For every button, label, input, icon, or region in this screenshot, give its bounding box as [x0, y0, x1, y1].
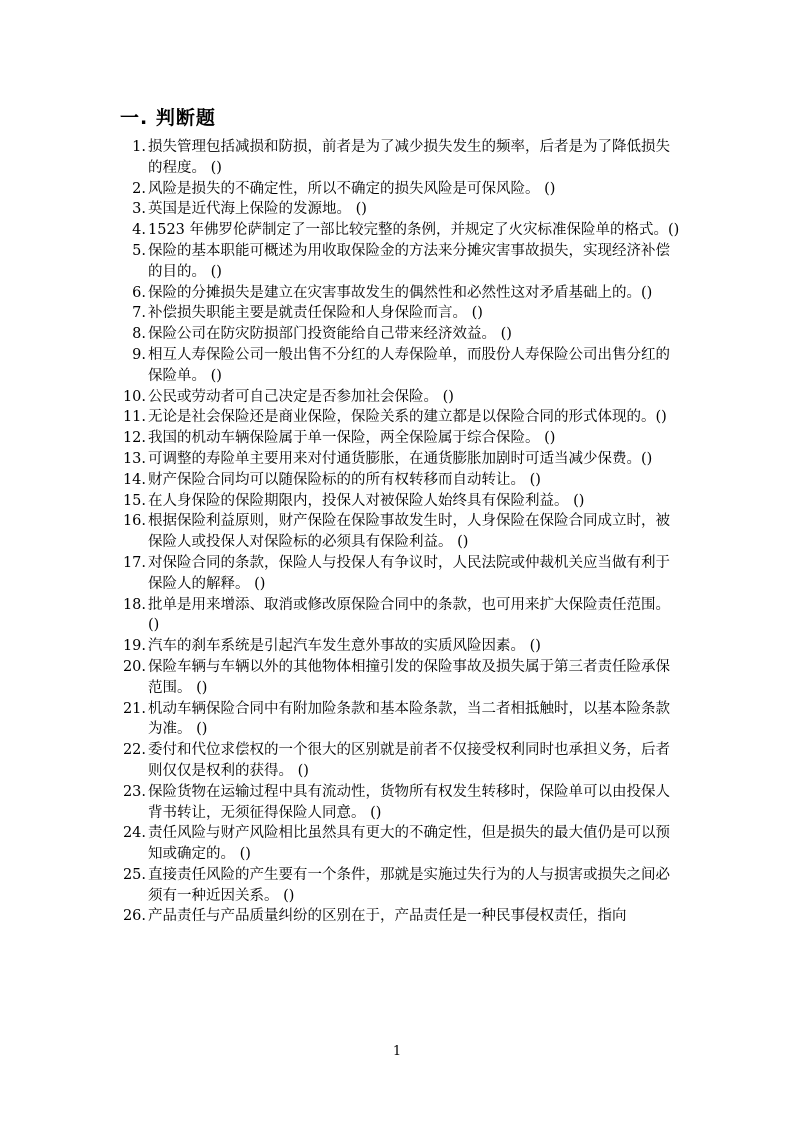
question-text: 根据保险利益原则，财产保险在保险事故发生时，人身保险在保险合同成立时，被保险人或投保人对保险标的必须具有保险利益。 ()	[148, 513, 670, 551]
question-text: 汽车的刹车系统是引起汽车发生意外事故的实质风险因素。 ()	[148, 638, 541, 655]
question-text: 保险货物在运输过程中具有流动性，货物所有权发生转移时，保险单可以由投保人背书转让，无须征得保险人同意。 ()	[148, 783, 670, 821]
question-text: 财产保险合同均可以随保险标的的所有权转移而自动转让。 ()	[148, 471, 541, 488]
question-text: 保险的基本职能可概述为用收取保险金的方法来分摊灾害事故损失，实现经济补偿的目的。 ()	[148, 242, 670, 280]
question-number: 1.	[132, 139, 146, 155]
question-item	[115, 553, 680, 595]
question-number: 15.	[122, 492, 146, 509]
question-number: 20.	[122, 658, 146, 675]
question-text: 1523 年佛罗伦萨制定了一部比较完整的条例，并规定了火灾标准保险单的格式。()	[148, 222, 680, 239]
question-number: 12.	[122, 430, 146, 447]
question-number: 14.	[122, 471, 146, 488]
question-number: 23.	[122, 783, 146, 800]
question-number: 5.	[132, 242, 146, 259]
question-text: 产品责任与产品质量纠纷的区别在于，产品责任是一种民事侵权责任，指向	[148, 908, 627, 925]
question-text: 对保险合同的条款，保险人与投保人有争议时，人民法院或仲裁机关应当做有利于保险人的解释。 ()	[148, 554, 670, 592]
question-item	[115, 595, 680, 637]
question-item	[115, 137, 680, 179]
question-item	[115, 865, 680, 907]
question-item	[115, 241, 680, 283]
question-item	[115, 449, 680, 470]
question-text: 补偿损失职能主要是就责任保险和人身保险而言。 ()	[148, 305, 483, 322]
question-item	[115, 303, 680, 324]
question-item	[115, 387, 680, 408]
question-item	[115, 636, 680, 657]
question-item	[115, 823, 680, 865]
question-number: 26.	[122, 908, 146, 925]
question-item	[115, 220, 680, 241]
question-item	[115, 345, 680, 387]
question-item	[115, 324, 680, 345]
question-item	[115, 407, 680, 428]
question-item	[115, 782, 680, 824]
question-number: 9.	[132, 346, 146, 363]
question-number: 21.	[122, 700, 146, 717]
question-number: 25.	[122, 866, 146, 883]
question-text: 直接责任风险的产生要有一个条件，那就是实施过失行为的人与损害或损失之间必须有一种近因关系。 ()	[148, 866, 670, 904]
question-text: 我国的机动车辆保险属于单一保险，两全保险属于综合保险。 ()	[148, 430, 556, 447]
question-text: 保险公司在防灾防损部门投资能给自己带来经济效益。 ()	[148, 326, 512, 343]
question-list	[115, 137, 680, 927]
question-number: 3.	[132, 201, 146, 218]
question-item	[115, 428, 680, 449]
question-item	[115, 740, 680, 782]
question-item	[115, 179, 680, 200]
question-text: 无论是社会保险还是商业保险，保险关系的建立都是以保险合同的形式体现的。()	[148, 409, 667, 426]
question-text: 委付和代位求偿权的一个很大的区别就是前者不仅接受权利同时也承担义务，后者则仅仅是权利的获得。 ()	[148, 742, 670, 779]
question-number: 22.	[122, 742, 146, 759]
question-number: 16.	[122, 513, 146, 530]
question-text: 风险是损失的不确定性，所以不确定的损失风险是可保风险。 ()	[148, 180, 556, 197]
question-text: 损失管理包括减损和防损，前者是为了减少损失发生的频率，后者是为了降低损失的程度。 ()	[148, 139, 670, 176]
question-text: 机动车辆保险合同中有附加险条款和基本险条款，当二者相抵触时，以基本险条款为准。 ()	[148, 700, 670, 738]
page-number: 1	[392, 1044, 402, 1059]
question-number: 19.	[122, 638, 146, 655]
question-number: 6.	[132, 284, 146, 301]
question-number: 17.	[122, 554, 146, 571]
question-number: 10.	[122, 388, 146, 405]
question-number: 11.	[122, 409, 146, 426]
question-text: 相互人寿保险公司一般出售不分红的人寿保险单，而股份人寿保险公司出售分红的保险单。 ()	[148, 346, 670, 384]
question-number: 2.	[132, 180, 146, 197]
question-number: 8.	[132, 326, 146, 343]
question-text: 可调整的寿险单主要用来对付通货膨胀，在通货膨胀加剧时可适当减少保费。()	[148, 450, 653, 467]
question-text: 保险的分摊损失是建立在灾害事故发生的偶然性和必然性这对矛盾基础上的。()	[148, 284, 653, 301]
question-number: 24.	[122, 825, 146, 842]
question-item	[115, 491, 680, 512]
section-title: 一. 判断题	[120, 107, 216, 129]
question-item	[115, 657, 680, 699]
question-number: 18.	[122, 596, 146, 613]
question-number: 13.	[122, 450, 146, 467]
question-text: 英国是近代海上保险的发源地。 ()	[148, 201, 367, 218]
question-item	[115, 199, 680, 220]
question-item	[115, 906, 680, 927]
question-number: 7.	[132, 305, 146, 322]
question-item	[115, 699, 680, 741]
question-item	[115, 283, 680, 304]
question-number: 4.	[132, 222, 146, 239]
question-text: 责任风险与财产风险相比虽然具有更大的不确定性，但是损失的最大值仍是可以预知或确定的。 ()	[148, 825, 670, 863]
question-text: 公民或劳动者可自己决定是否参加社会保险。 ()	[148, 388, 454, 405]
question-text: 保险车辆与车辆以外的其他物体相撞引发的保险事故及损失属于第三者责任险承保范围。 ()	[148, 658, 670, 696]
question-item	[115, 470, 680, 491]
question-text: 在人身保险的保险期限内，投保人对被保险人始终具有保险利益。 ()	[148, 492, 585, 509]
question-text: 批单是用来增添、取消或修改原保险合同中的条款，也可用来扩大保险责任范围。()	[148, 596, 670, 634]
question-item	[115, 511, 680, 553]
